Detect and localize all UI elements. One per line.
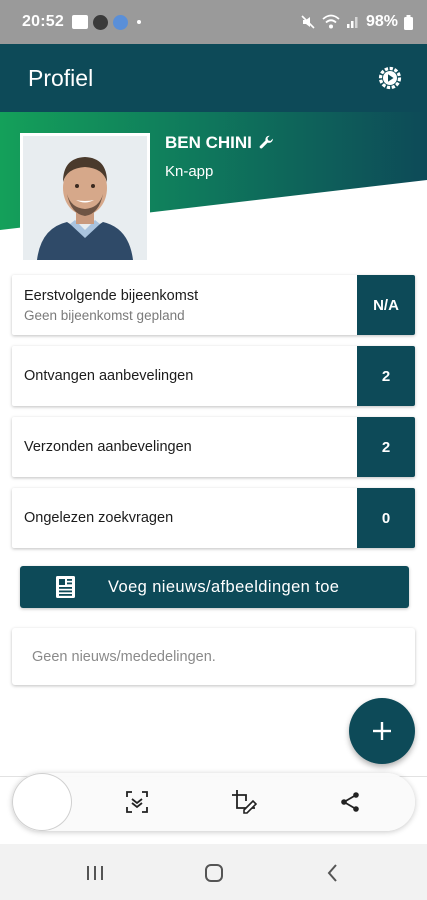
share-icon — [338, 790, 362, 814]
settings-icon — [378, 66, 402, 90]
battery-icon — [404, 15, 413, 30]
scroll-capture-button[interactable] — [119, 784, 155, 820]
avatar[interactable] — [20, 133, 150, 263]
card-sent-recommendations[interactable] — [12, 417, 415, 477]
battery-level: 98% — [365, 13, 398, 30]
status-time: 20:52 — [22, 13, 64, 30]
card-value: 0 — [357, 488, 415, 548]
status-right — [300, 13, 413, 31]
newspaper-icon — [52, 573, 80, 601]
edit-screenshot-button[interactable] — [226, 784, 262, 820]
card-title: Eerstvolgende bijeenkomst — [24, 287, 199, 304]
card-value: N/A — [357, 275, 415, 335]
mute-icon — [300, 14, 316, 30]
screenshot-thumbnail[interactable] — [12, 773, 72, 831]
profile-name: BEN CHINI — [165, 133, 252, 152]
news-empty-state — [12, 628, 415, 685]
profile-name-row — [165, 133, 275, 153]
wifi-icon — [322, 14, 340, 30]
card-received-recommendations[interactable] — [12, 346, 415, 406]
more-notifications-icon — [137, 20, 141, 24]
app-notification-icon — [113, 15, 128, 30]
card-next-meeting[interactable] — [12, 275, 415, 335]
plus-icon — [371, 720, 393, 742]
recent-apps-button[interactable] — [80, 858, 110, 888]
wrench-icon[interactable] — [258, 135, 275, 152]
gallery-notification-icon — [72, 15, 88, 29]
settings-button[interactable] — [375, 63, 405, 93]
add-news-button[interactable] — [20, 566, 409, 608]
recent-apps-icon — [84, 864, 106, 882]
status-bar — [0, 0, 427, 44]
scroll-capture-icon — [124, 789, 150, 815]
back-icon — [324, 862, 342, 884]
signal-icon — [346, 15, 360, 29]
card-subtitle: Geen bijeenkomst gepland — [24, 307, 185, 323]
home-icon — [203, 862, 225, 884]
card-value: 2 — [357, 417, 415, 477]
profile-organization: Kn-app — [165, 163, 214, 180]
profile-photo — [23, 136, 147, 260]
add-news-label: Voeg nieuws/afbeeldingen toe — [108, 577, 340, 596]
home-button[interactable] — [199, 858, 229, 888]
app-bar — [0, 44, 427, 112]
share-screenshot-button[interactable] — [332, 784, 368, 820]
card-title: Ontvangen aanbevelingen — [24, 368, 194, 384]
card-title: Verzonden aanbevelingen — [24, 439, 192, 455]
news-empty-text: Geen nieuws/mededelingen. — [32, 648, 216, 665]
card-unread-queries[interactable] — [12, 488, 415, 548]
card-value: 2 — [357, 346, 415, 406]
crop-edit-icon — [230, 788, 258, 816]
back-button[interactable] — [318, 858, 348, 888]
add-fab-button[interactable] — [349, 698, 415, 764]
page-title: Profiel — [28, 64, 94, 91]
card-title: Ongelezen zoekvragen — [24, 510, 174, 526]
notification-icons — [72, 15, 141, 30]
avatar-notification-icon — [93, 15, 108, 30]
